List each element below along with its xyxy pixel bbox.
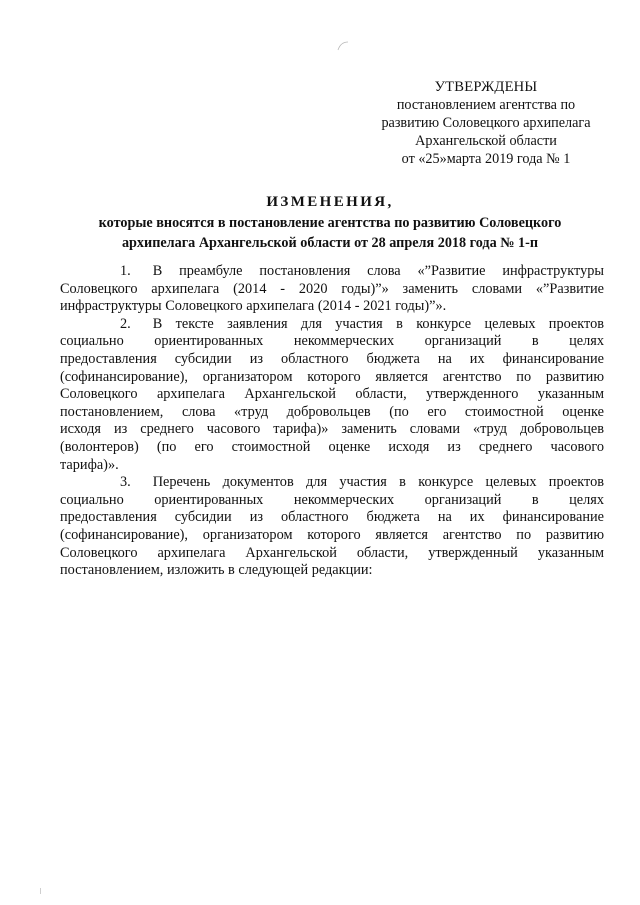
paragraph-text: В тексте заявления для участия в конкурсе целевых проектов [152, 315, 604, 332]
approval-block [360, 78, 612, 168]
paragraph-line [60, 457, 604, 475]
paragraph-line [84, 263, 604, 281]
paragraph-number: 2. [120, 315, 131, 332]
approval-line: развитию Соловецкого архипелага [381, 115, 591, 131]
document-body [60, 263, 604, 580]
paragraph-text: Соловецкого архипелага (2014 - 2020 годы)”» заменить словами «”Развитие [60, 280, 604, 297]
paragraph-text: социально ориентированных некоммерческих организаций в целях [60, 333, 604, 350]
paragraph-line [60, 404, 604, 422]
paragraph-line [84, 474, 604, 492]
paragraph-text: В преамбуле постановления слова «”Развитие инфраструктуры [152, 263, 604, 279]
approval-line: Архангельской области [415, 133, 557, 149]
paragraph-text: инфраструктуры Соловецкого архипелага (2014 - 2021 годы)”». [60, 298, 447, 315]
paragraph-line [60, 369, 604, 387]
paragraph-text: Соловецкого архипелага Архангельской области, утвержденный указанным [60, 544, 604, 561]
paragraph-text: тарифа)». [60, 456, 119, 473]
paragraph-line [60, 351, 604, 369]
paragraph-3 [60, 474, 604, 580]
paragraph-line [60, 492, 604, 510]
paragraph-number: 3. [120, 474, 131, 491]
paragraph-line [60, 333, 604, 351]
paragraph-line [60, 527, 604, 545]
document-subtitle-line: архипелага Архангельской области от 28 апреля 2018 года № 1-п [121, 235, 539, 251]
paragraph-text: постановлением, слова «труд добровольцев (по его стоимостной оценке [60, 403, 604, 420]
paragraph-2 [60, 315, 604, 474]
paragraph-line [60, 439, 604, 457]
paragraph-text: предоставления субсидии из областного бюджета на их финансирование [60, 350, 604, 367]
paragraph-line [60, 421, 604, 439]
paragraph-text: постановлением, изложить в следующей редакции: [60, 562, 373, 579]
paragraph-number: 1. [120, 263, 131, 279]
document-title: ИЗМЕНЕНИЯ, [266, 194, 394, 210]
paragraph-text: социально ориентированных некоммерческих организаций в целях [60, 491, 604, 508]
paragraph-line [60, 545, 604, 563]
paragraph-line [60, 298, 604, 316]
document-subtitle-line: которые вносятся в постановление агентства по развитию Соловецкого [98, 215, 562, 231]
paragraph-text: исходя из среднего часового тарифа)» заменить словами «труд добровольцев [60, 421, 604, 438]
approval-date-line: от «25»марта 2019 года № 1 [401, 151, 571, 167]
paragraph-1 [60, 263, 604, 316]
approval-title: УТВЕРЖДЕНЫ [434, 79, 538, 95]
paragraph-text: предоставления субсидии из областного бюджета на их финансирование [60, 509, 604, 526]
paragraph-text: Перечень документов для участия в конкурсе целевых проектов [152, 474, 604, 491]
paragraph-text: (волонтеров) (по его стоимостной оценке исходя из среднего часового [60, 438, 604, 455]
paragraph-line [60, 562, 604, 580]
paragraph-text: (софинансирование), организатором которого является агентство по развитию [60, 368, 604, 385]
approval-line: постановлением агентства по [396, 97, 576, 113]
paragraph-line [60, 386, 604, 404]
paragraph-line [60, 281, 604, 299]
document-heading [60, 192, 600, 252]
paragraph-text: Соловецкого архипелага Архангельской области, утвержденного указанным [60, 386, 604, 403]
paragraph-text: (софинансирование), организатором которого является агентство по развитию [60, 526, 604, 543]
scan-edge-mark [40, 888, 41, 894]
paragraph-line [60, 509, 604, 527]
scan-artifact-mark [336, 40, 350, 52]
paragraph-line [84, 316, 604, 334]
